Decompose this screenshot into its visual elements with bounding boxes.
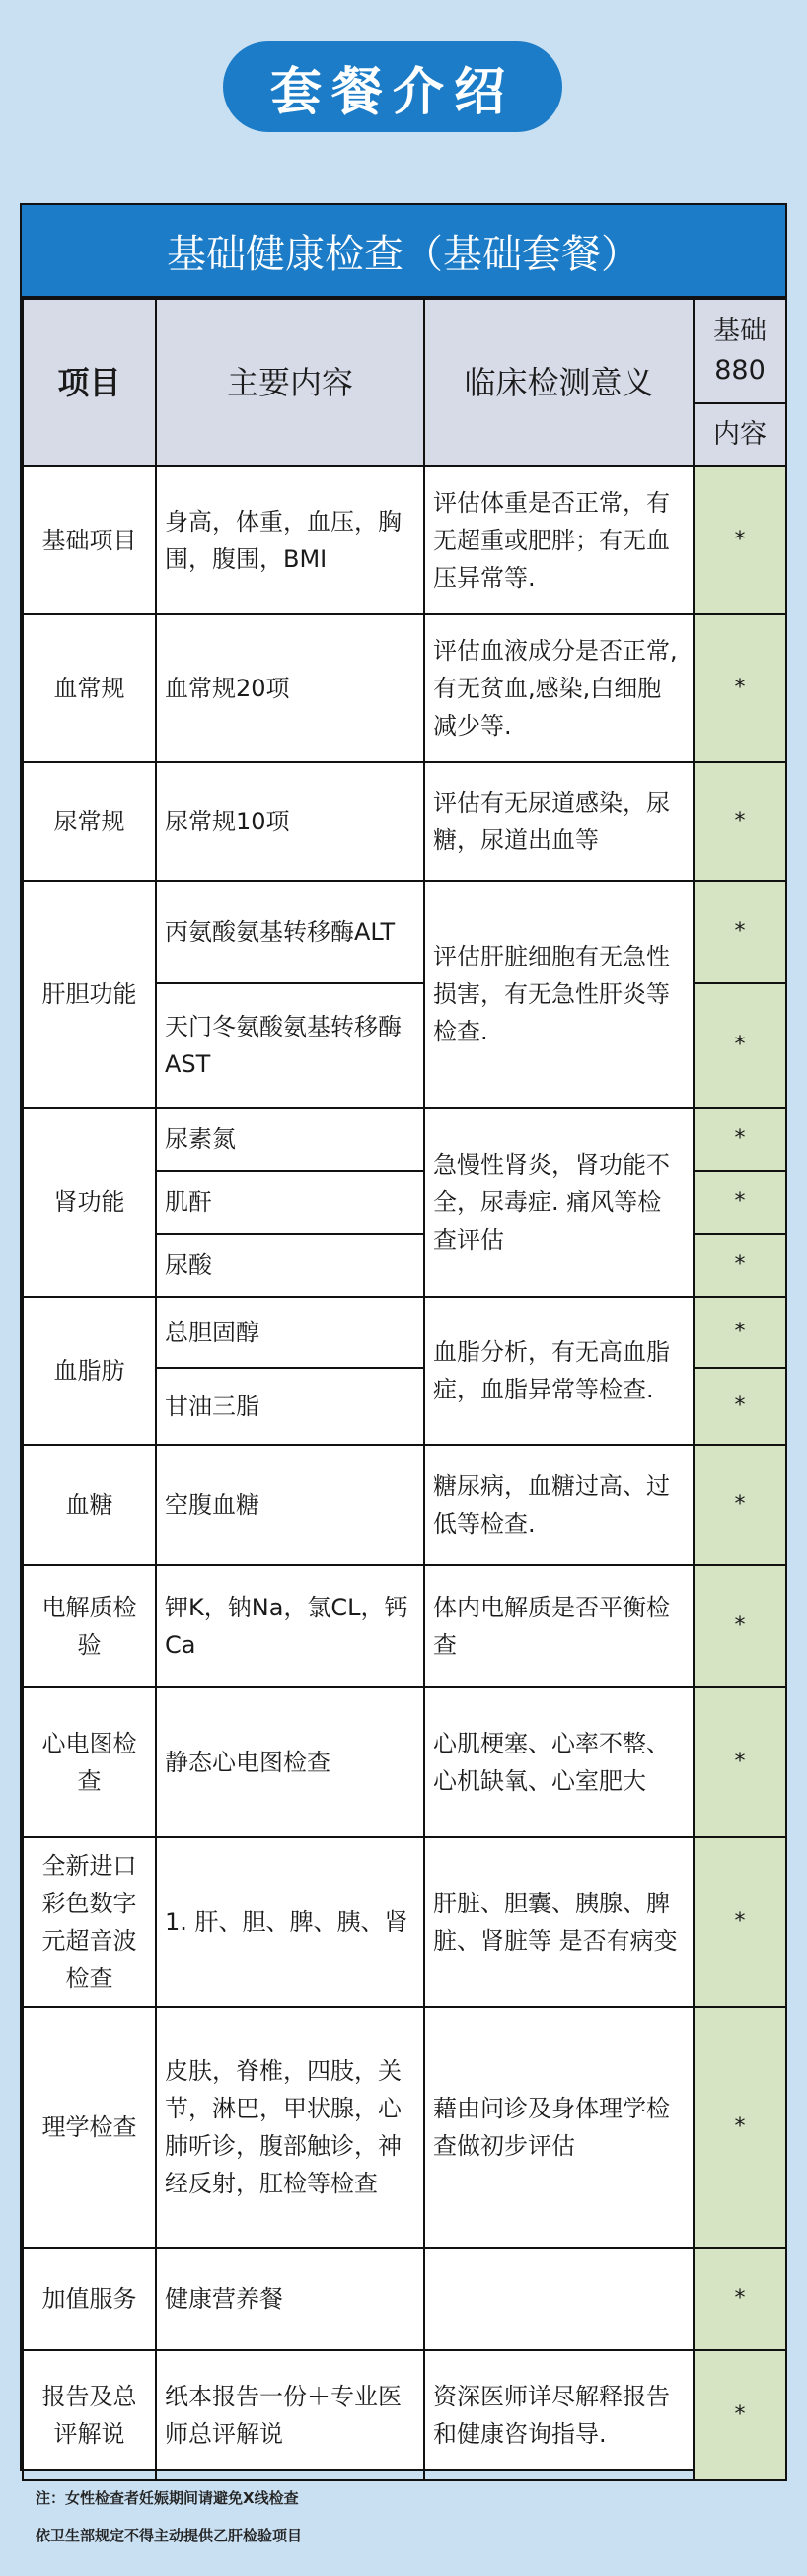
footnote-pregnancy: 注：女性检查者妊娠期间请避免X线检查	[36, 2489, 299, 2507]
mark-cell: *	[694, 2007, 786, 2248]
mark-cell: *	[694, 614, 786, 762]
item-cell: 加值服务	[23, 2248, 156, 2350]
item-cell: 电解质检验	[23, 1565, 156, 1687]
table-row	[23, 881, 786, 983]
table-row	[23, 2350, 786, 2480]
header-package	[694, 299, 786, 403]
content-cell: 肌酐	[156, 1171, 424, 1234]
header-meaning: 临床检测意义	[424, 299, 694, 466]
table-row	[23, 2007, 786, 2248]
table-row	[23, 2248, 786, 2350]
table-row	[23, 1565, 786, 1687]
content-cell: 尿素氮	[156, 1108, 424, 1171]
item-cell: 血常规	[23, 614, 156, 762]
content-cell: 健康营养餐	[156, 2248, 424, 2350]
meaning-cell: 资深医师详尽解释报告和健康咨询指导.	[424, 2350, 694, 2480]
table-row	[23, 1445, 786, 1565]
meaning-cell: 体内电解质是否平衡检查	[424, 1565, 694, 1687]
table-row	[23, 466, 786, 614]
mark-cell: *	[694, 881, 786, 983]
meaning-cell: 肝脏、胆囊、胰腺、脾脏、肾脏等 是否有病变	[424, 1837, 694, 2007]
meaning-cell: 评估血液成分是否正常,有无贫血,感染,白细胞减少等.	[424, 614, 694, 762]
mark-cell: *	[694, 2350, 786, 2480]
item-cell: 血糖	[23, 1445, 156, 1565]
meaning-cell: 藉由问诊及身体理学检查做初步评估	[424, 2007, 694, 2248]
meaning-cell: 评估肝脏细胞有无急性损害，有无急性肝炎等检查.	[424, 881, 694, 1108]
mark-cell: *	[694, 2248, 786, 2350]
package-banner: 基础健康检查（基础套餐）	[22, 205, 785, 298]
mark-cell: *	[694, 1234, 786, 1297]
content-cell: 空腹血糖	[156, 1445, 424, 1565]
mark-cell: *	[694, 762, 786, 881]
mark-cell: *	[694, 1445, 786, 1565]
table-row	[23, 1108, 786, 1171]
content-cell: 甘油三脂	[156, 1368, 424, 1445]
mark-cell: *	[694, 1687, 786, 1837]
mark-cell: *	[694, 466, 786, 614]
meaning-cell: 糖尿病，血糖过高、过低等检查.	[424, 1445, 694, 1565]
item-cell: 肝胆功能	[23, 881, 156, 1108]
item-cell: 肾功能	[23, 1108, 156, 1297]
item-cell: 基础项目	[23, 466, 156, 614]
mark-cell: *	[694, 1171, 786, 1234]
item-cell: 血脂肪	[23, 1297, 156, 1445]
content-cell: 纸本报告一份＋专业医师总评解说	[156, 2350, 424, 2480]
content-cell: 天门冬氨酸氨基转移酶AST	[156, 983, 424, 1108]
package-sheet	[20, 203, 787, 2471]
meaning-cell: 血脂分析，有无高血脂症，血脂异常等检查.	[424, 1297, 694, 1445]
mark-cell: *	[694, 1368, 786, 1445]
table-row	[23, 1687, 786, 1837]
package-price: 880	[714, 355, 766, 386]
meaning-cell: 急慢性肾炎，肾功能不全，尿毒症. 痛风等检查评估	[424, 1108, 694, 1297]
table-row	[23, 1297, 786, 1368]
content-cell: 尿常规10项	[156, 762, 424, 881]
mark-cell: *	[694, 983, 786, 1108]
table-row	[23, 614, 786, 762]
table-row	[23, 1837, 786, 2007]
content-cell: 尿酸	[156, 1234, 424, 1297]
footnote-hepatitis: 依卫生部规定不得主动提供乙肝检验项目	[36, 2527, 303, 2544]
content-cell: 总胆固醇	[156, 1297, 424, 1368]
item-cell: 全新进口彩色数字元超音波检查	[23, 1837, 156, 2007]
content-cell: 丙氨酸氨基转移酶ALT	[156, 881, 424, 983]
mark-cell: *	[694, 1297, 786, 1368]
item-cell: 报告及总评解说	[23, 2350, 156, 2480]
meaning-cell: 评估有无尿道感染，尿糖，尿道出血等	[424, 762, 694, 881]
meaning-cell: 评估体重是否正常，有无超重或肥胖；有无血压异常等.	[424, 466, 694, 614]
package-table	[22, 298, 787, 2481]
content-cell: 血常规20项	[156, 614, 424, 762]
header-content: 主要内容	[156, 299, 424, 466]
content-cell: 1. 肝、胆、脾、胰、肾	[156, 1837, 424, 2007]
mark-cell: *	[694, 1565, 786, 1687]
header-package-content: 内容	[694, 403, 786, 466]
item-cell: 心电图检查	[23, 1687, 156, 1837]
meaning-cell: 心肌梗塞、心率不整、心机缺氧、心室肥大	[424, 1687, 694, 1837]
mark-cell: *	[694, 1108, 786, 1171]
page-title: 套餐介绍	[223, 41, 562, 132]
content-cell: 皮肤，脊椎，四肢，关节，淋巴，甲状腺，心肺听诊，腹部触诊，神经反射，肛检等检查	[156, 2007, 424, 2248]
item-cell: 尿常规	[23, 762, 156, 881]
content-cell: 钾K，钠Na，氯CL，钙Ca	[156, 1565, 424, 1687]
package-name: 基础	[713, 316, 767, 346]
table-row	[23, 762, 786, 881]
header-item: 项目	[23, 299, 156, 466]
content-cell: 静态心电图检查	[156, 1687, 424, 1837]
mark-cell: *	[694, 1837, 786, 2007]
meaning-cell	[424, 2248, 694, 2350]
item-cell: 理学检查	[23, 2007, 156, 2248]
content-cell: 身高，体重，血压，胸围，腹围，BMI	[156, 466, 424, 614]
